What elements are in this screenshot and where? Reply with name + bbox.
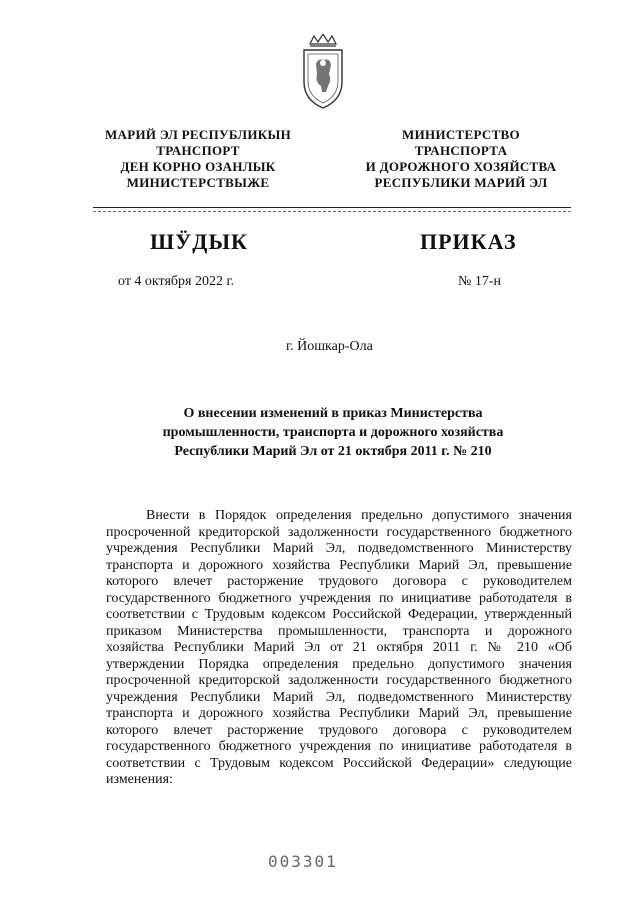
serial-stamp: 003301 <box>268 852 338 871</box>
header-left-line: МИНИСТЕРСТВЫЖЕ <box>126 175 270 190</box>
header-divider-secondary <box>93 211 571 212</box>
document-title-mari: ШӰДЫК <box>150 229 248 254</box>
document-body: Внести в Порядок определения предельно допустимого значения просроченной кредиторской задолженности государственного бюджетного учреждения Республики Марий Эл, подведомственного Министерству транспорта и дорожного хозяйства Республики Марий Эл, превышение которого влечет расторжение трудового договора с руководителем государственного бюджетного учреждения по инициативе работодателя в соответствии с Трудовым кодексом Российской Федерации, утвержденный приказом Министерства промышленности, транспорта и дорожного хозяйства Республики Марий Эл от 21 октября 2011 г. № 210 «Об утверждении Порядка определения предельно допустимого значения просроченной кредиторской задолженности государственного бюджетного учреждения Республики Марий Эл, подведомственного Министерству транспорта и дорожного хозяйства Республики Марий Эл, превышение которого влечет расторжение трудового договора с руководителем государственного бюджетного учреждения по инициативе работодателя в соответствии с Трудовым кодексом Российской Федерации» следующие изменения: <box>106 508 572 787</box>
header-left-mari <box>88 127 308 191</box>
document-number: № 17-н <box>458 274 502 289</box>
document-title-russian: ПРИКАЗ <box>420 229 517 254</box>
header-left-line: ДЕН КОРНО ОЗАНЛЫК <box>120 159 276 174</box>
coat-of-arms-icon <box>296 34 350 114</box>
header-right-russian <box>358 127 564 191</box>
header-left-line: ТРАНСПОРТ <box>156 143 240 158</box>
header-right-line: И ДОРОЖНОГО ХОЗЯЙСТВА <box>365 159 557 174</box>
header-divider <box>93 207 571 208</box>
header-right-line: МИНИСТЕРСТВО <box>402 127 520 142</box>
document-subject: О внесении изменений в приказ Министерства промышленности, транспорта и дорожного хозяйства Республики Марий Эл от 21 октября 2011 г. № 210 <box>162 406 504 459</box>
document-date: от 4 октября 2022 г. <box>118 274 235 289</box>
document-city: г. Йошкар-Ола <box>286 339 373 354</box>
header-right-line: РЕСПУБЛИКИ МАРИЙ ЭЛ <box>374 175 548 190</box>
header-left-line: МАРИЙ ЭЛ РЕСПУБЛИКЫН <box>104 127 292 142</box>
header-right-line: ТРАНСПОРТА <box>414 143 508 158</box>
